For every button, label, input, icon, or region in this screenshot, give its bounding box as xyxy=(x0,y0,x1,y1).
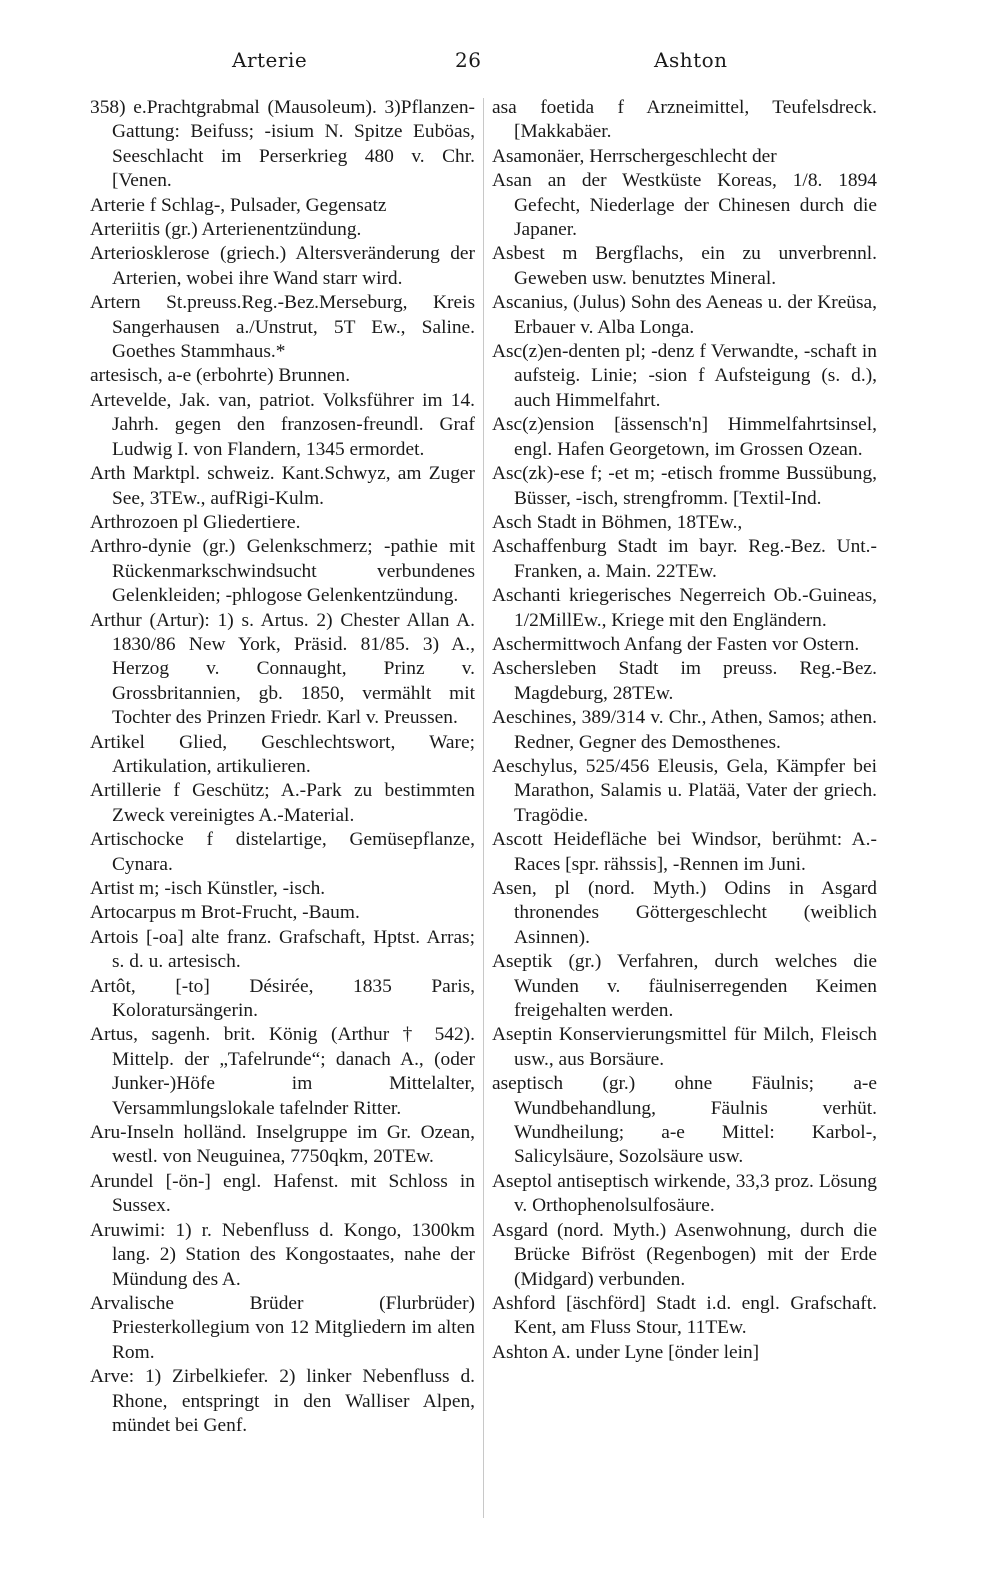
entry-block xyxy=(492,1341,877,1365)
dictionary-entry: Artôt, [-to] Désirée, 1835 Paris, Koloratursängerin. xyxy=(90,975,475,1022)
dictionary-entry: Aseptik (gr.) Verfahren, durch welches die Wunden v. fäulniserregenden Keimen freigehalten werden. xyxy=(492,951,877,1022)
entry-block xyxy=(90,828,475,877)
dictionary-entry: Ascott Heidefläche bei Windsor, berühmt: A.-Races [spr. rähssis], -Rennen im Juni. xyxy=(492,829,877,875)
entry-block xyxy=(492,584,877,633)
dictionary-entry: asa foetida f Arzneimittel, Teufelsdreck. [Makkabäer. xyxy=(492,97,877,143)
entry-block xyxy=(90,194,475,218)
entry-block xyxy=(90,1121,475,1170)
entry-block xyxy=(90,731,475,780)
dictionary-entry: Arth Marktpl. schweiz. Kant.Schwyz, am Zuger See, 3TEw., aufRigi-Kulm. xyxy=(90,463,475,509)
entry-block xyxy=(492,96,877,145)
dictionary-entry: Arthur (Artur): 1) s. Artus. 2) Chester Allan A. 1830/86 New York, Präsid. 81/85. 3) A., Herzog v. Connaught, Prinz v. Grossbritannien, gb. 1850, vermählt mit Tochter des Prinzen Friedr. Karl v. Preussen. xyxy=(90,609,475,729)
entry-block xyxy=(90,389,475,462)
entry-block xyxy=(492,1072,877,1170)
entry-block xyxy=(492,657,877,706)
dictionary-entry: Arteriosklerose (griech.) Altersveränderung der Arterien, wobei ihre Wand starr wird. xyxy=(90,243,475,289)
entry-block xyxy=(90,1170,475,1219)
entry-block xyxy=(90,462,475,511)
dictionary-entry: aseptisch (gr.) ohne Fäulnis; a-e Wundbehandlung, Fäulnis verhüt. Wundheilung; a-e Mittel: Karbol-, Salicylsäure, Sozolsäure usw. xyxy=(492,1073,877,1168)
dictionary-entry: artesisch, a-e (erbohrte) Brunnen. xyxy=(90,365,351,387)
entry-block xyxy=(90,975,475,1024)
dictionary-entry: Arundel [-ön-] engl. Hafenst. mit Schloss in Sussex. xyxy=(90,1170,475,1217)
dictionary-entry: Artus, sagenh. brit. König (Arthur † 542). Mittelp. der „Tafelrunde“; danach A., (oder Junker-)Höfe im Mittelalter, Versammlungslokale tafelnder Ritter. xyxy=(90,1024,475,1119)
dictionary-entry: Arvalische Brüder (Flurbrüder) Priesterkollegium von 12 Mitgliedern im alten Rom. xyxy=(90,1292,475,1363)
dictionary-entry: Aschermittwoch Anfang der Fasten vor Ostern. xyxy=(492,633,860,655)
dictionary-entry: Aseptin Konservierungsmittel für Milch, Fleisch usw., aus Borsäure. xyxy=(492,1024,877,1070)
dictionary-entry: Aru-Inseln holländ. Inselgruppe im Gr. Ozean, westl. von Neuguinea, 7750qkm, 20TEw. xyxy=(90,1122,475,1168)
dictionary-entry: Arthro-dynie (gr.) Gelenkschmerz; -pathie mit Rückenmarkschwindsucht verbundenes Gelenkleiden; -phlogose Gelenkentzündung. xyxy=(90,536,475,607)
entry-block xyxy=(492,169,877,242)
entry-block xyxy=(492,462,877,511)
dictionary-entry: Arthrozoen pl Gliedertiere. xyxy=(90,511,301,533)
entry-block xyxy=(492,950,877,1023)
dictionary-entry: Aschaffenburg Stadt im bayr. Reg.-Bez. Unt.-Franken, a. Main. 22TEw. xyxy=(492,536,877,582)
dictionary-entry: Artikel Glied, Geschlechtswort, Ware; Artikulation, artikulieren. xyxy=(90,731,475,777)
entry-block xyxy=(492,413,877,462)
dictionary-entry: Artocarpus m Brot-Frucht, -Baum. xyxy=(90,902,360,924)
entry-block xyxy=(492,633,877,657)
entry-block xyxy=(90,96,475,194)
entry-block xyxy=(90,218,475,242)
entry-block xyxy=(492,291,877,340)
entry-block xyxy=(492,828,877,877)
dictionary-entry: Ashford [äschförd] Stadt i.d. engl. Grafschaft. Kent, am Fluss Stour, 11TEw. xyxy=(492,1292,877,1339)
entry-block xyxy=(90,609,475,731)
left-column xyxy=(90,96,475,1438)
dictionary-entry: Aeschylus, 525/456 Eleusis, Gela, Kämpfer bei Marathon, Salamis u. Platää, Vater der griech. Tragödie. xyxy=(492,755,877,826)
entry-block xyxy=(90,926,475,975)
entry-block xyxy=(492,535,877,584)
dictionary-entry: Artischocke f distelartige, Gemüsepflanze, Cynara. xyxy=(90,829,475,875)
dictionary-entry: Arve: 1) Zirbelkiefer. 2) linker Nebenfluss d. Rhone, entspringt in den Walliser Alpen, mündet bei Genf. xyxy=(90,1366,475,1436)
entry-block xyxy=(90,1023,475,1121)
page-header xyxy=(0,44,1000,78)
entry-block xyxy=(90,901,475,925)
entry-block xyxy=(90,1292,475,1365)
entry-block xyxy=(90,1365,475,1438)
dictionary-entry: Artois [-oa] alte franz. Grafschaft, Hptst. Arras; s. d. u. artesisch. xyxy=(90,926,475,973)
entry-block xyxy=(492,706,877,755)
entry-block xyxy=(492,1292,877,1341)
entry-block xyxy=(492,145,877,169)
entry-block xyxy=(90,779,475,828)
dictionary-entry: Arterie f Schlag-, Pulsader, Gegensatz xyxy=(90,194,387,216)
dictionary-entry: Aschanti kriegerisches Negerreich Ob.-Guineas, 1/2MillEw., Kriege mit den Engländern. xyxy=(492,585,877,631)
dictionary-entry: Ascanius, (Julus) Sohn des Aeneas u. der Kreüsa, Erbauer v. Alba Longa. xyxy=(492,292,877,338)
dictionary-entry: Artillerie f Geschütz; A.-Park zu bestimmten Zweck vereinigtes A.-Material. xyxy=(90,780,475,826)
dictionary-entry: Artevelde, Jak. van, patriot. Volksführer im 14. Jahrh. gegen den franzosen-freundl. Graf Ludwig I. von Flandern, 1345 ermordet. xyxy=(90,389,475,460)
dictionary-entry: Ashton A. under Lyne [önder lein] xyxy=(492,1341,760,1363)
dictionary-entry: Aseptol antiseptisch wirkende, 33,3 proz. Lösung v. Orthophenolsulfosäure. xyxy=(492,1170,877,1217)
dictionary-entry: Artist m; -isch Künstler, -isch. xyxy=(90,878,326,899)
entry-block xyxy=(492,877,877,950)
entry-block xyxy=(492,755,877,828)
dictionary-entry: Aeschines, 389/314 v. Chr., Athen, Samos; athen. Redner, Gegner des Demosthenes. xyxy=(492,707,877,753)
entry-block xyxy=(492,340,877,413)
dictionary-entry: Asc(z)en-denten pl; -denz f Verwandte, -schaft in aufsteig. Linie; -sion f Aufsteigung (s. d.), auch Himmelfahrt. xyxy=(492,341,877,411)
dictionary-entry: Asan an der Westküste Koreas, 1/8. 1894 Gefecht, Niederlage der Chinesen durch die Japaner. xyxy=(492,170,877,241)
dictionary-entry: 358) e.Prachtgrabmal (Mausoleum). 3)Pflanzen-Gattung: Beifuss; -isium N. Spitze Euböas, Seeschlacht im Perserkrieg 480 v. Chr. [Venen. xyxy=(90,97,475,192)
page-number: 26 xyxy=(455,48,482,72)
header-right-term: Ashton xyxy=(654,48,728,72)
header-left-term: Arterie xyxy=(232,48,308,72)
entry-block xyxy=(492,1023,877,1072)
entry-block xyxy=(492,1219,877,1292)
entry-block xyxy=(90,291,475,364)
dictionary-entry: Asc(z)ension [ässensch'n] Himmelfahrtsinsel, engl. Hafen Georgetown, im Grossen Ozean. xyxy=(492,414,877,460)
dictionary-entry: Arteriitis (gr.) Arterienentzündung. xyxy=(90,219,362,241)
dictionary-entry: Asamonäer, Herrschergeschlecht der xyxy=(492,145,777,167)
dictionary-entry: Asgard (nord. Myth.) Asenwohnung, durch die Brücke Bifröst (Regenbogen) mit der Erde (Midgard) verbunden. xyxy=(492,1219,877,1290)
dictionary-entry: Aruwimi: 1) r. Nebenfluss d. Kongo, 1300km lang. 2) Station des Kongostaates, nahe der Mündung des A. xyxy=(90,1219,475,1290)
right-column xyxy=(492,96,877,1365)
dictionary-entry: Asen, pl (nord. Myth.) Odins in Asgard thronendes Göttergeschlecht (weiblich Asinnen). xyxy=(492,878,877,948)
dictionary-entry: Aschersleben Stadt im preuss. Reg.-Bez. Magdeburg, 28TEw. xyxy=(492,658,877,704)
dictionary-entry: Asch Stadt in Böhmen, 18TEw., xyxy=(492,511,743,533)
entry-block xyxy=(90,535,475,608)
dictionary-entry: Asc(zk)-ese f; -et m; -etisch fromme Bussübung, Büsser, -isch, strengfromm. [Textil-Ind. xyxy=(492,463,877,509)
entry-block xyxy=(90,877,475,901)
entry-block xyxy=(492,242,877,291)
entry-block xyxy=(492,511,877,535)
entry-block xyxy=(90,511,475,535)
entry-block xyxy=(90,1219,475,1292)
entry-block xyxy=(90,364,475,388)
entry-block xyxy=(90,242,475,291)
entry-block xyxy=(492,1170,877,1219)
dictionary-entry: Asbest m Bergflachs, ein zu unverbrennl. Geweben usw. benutztes Mineral. xyxy=(492,243,877,289)
column-divider xyxy=(483,98,484,1518)
dictionary-entry: Artern St.preuss.Reg.-Bez.Merseburg, Kreis Sangerhausen a./Unstrut, 5T Ew., Saline. Goethes Stammhaus.* xyxy=(90,292,475,363)
